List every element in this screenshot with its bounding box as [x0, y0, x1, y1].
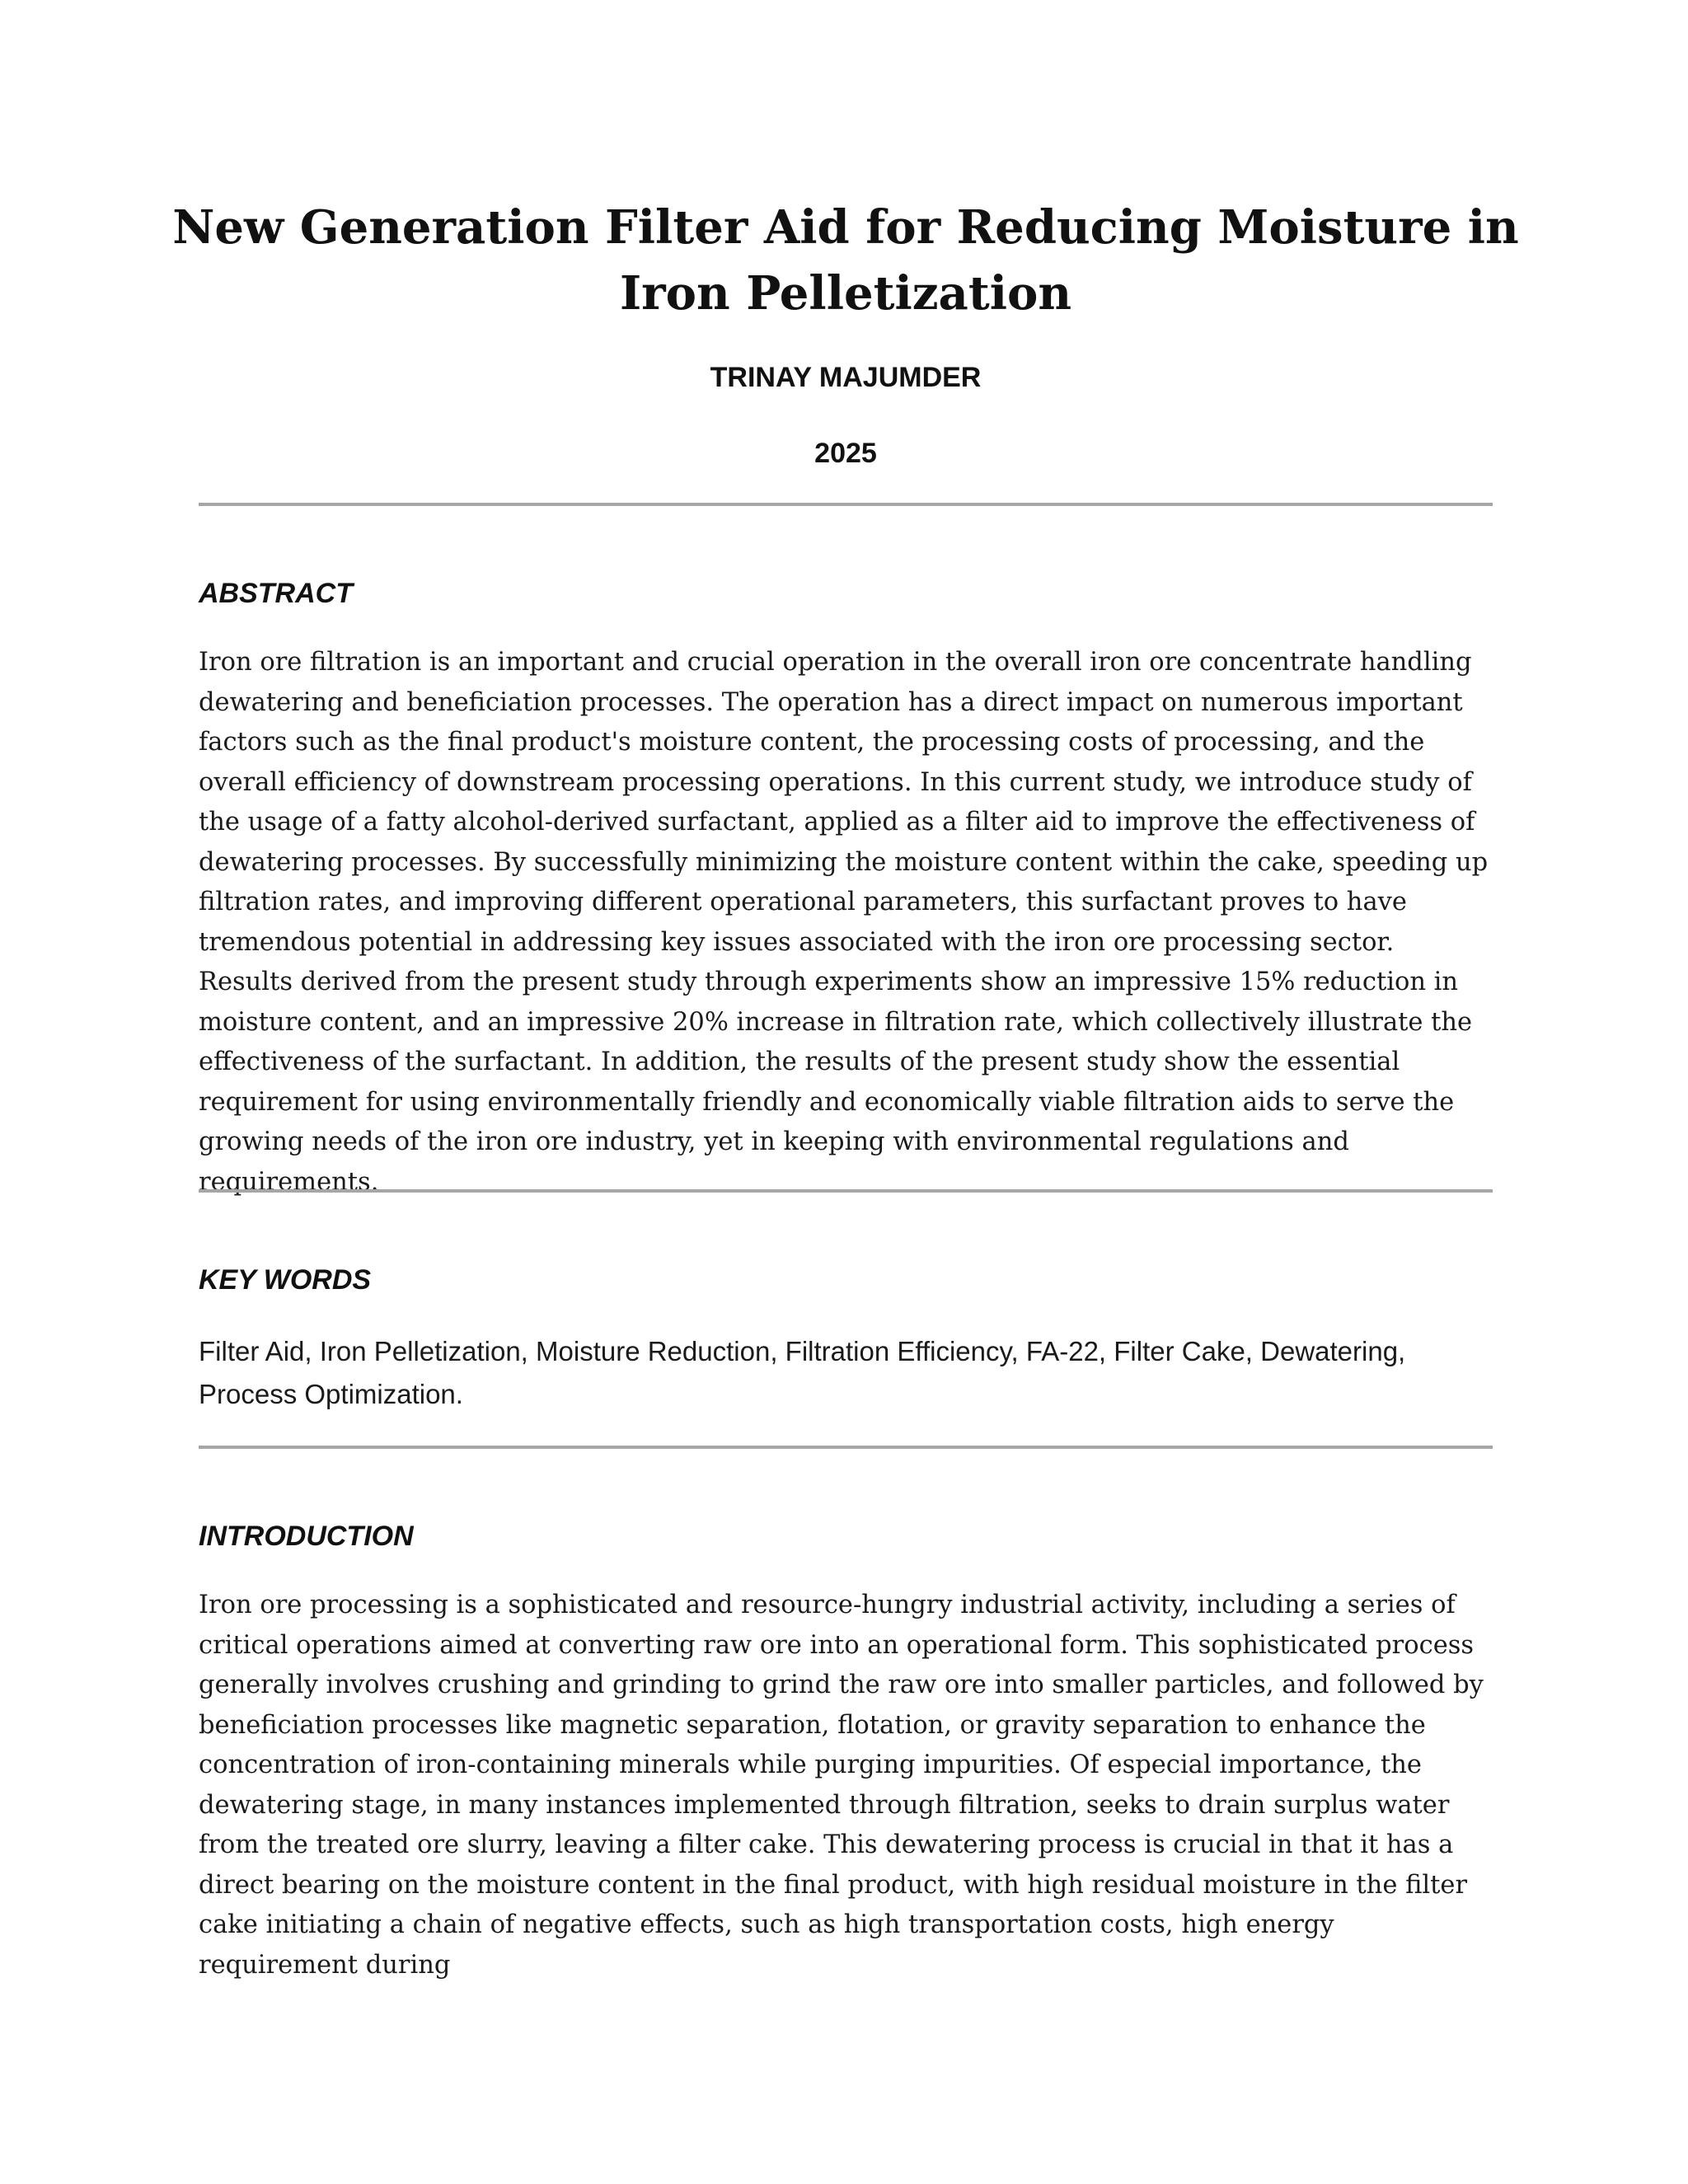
keywords-text: Filter Aid, Iron Pelletization, Moisture Reduction, Filtration Efficiency, FA-22, Filter Cake, Dewatering, Process Optimization.: [199, 1336, 1406, 1409]
section-divider: [199, 503, 1493, 506]
abstract-heading: ABSTRACT: [199, 578, 353, 609]
introduction-text: Iron ore processing is a sophisticated and resource-hungry industrial activity, including a series of critical operations aimed at converting raw ore into an operational form. This sophisticated process generally involves crushing and grinding to grind the raw ore into smaller particles, and followed by beneficiation processes like magnetic separation, flotation, or gravity separation to enhance the concentration of iron-containing minerals while purging impurities. Of especial importance, the dewatering stage, in many instances implemented through filtration, seeks to drain surplus water from the treated ore slurry, leaving a filter cake. This dewatering process is crucial in that it has a direct bearing on the moisture content in the final product, with high residual moisture in the filter cake initiating a chain of negative effects, such as high transportation costs, high energy requirement during: [199, 1591, 1484, 1980]
paper-title: New Generation Filter Aid for Reducing Moisture in Iron Pelletization: [172, 200, 1519, 321]
author-name: TRINAY MAJUMDER: [710, 362, 982, 393]
introduction-heading: INTRODUCTION: [199, 1521, 414, 1552]
abstract-text: Iron ore filtration is an important and crucial operation in the overall iron ore concentrate handling dewatering and beneficiation processes. The operation has a direct impact on numerous important factors such as the final product's moisture content, the processing costs of processing, and the overall efficiency of downstream processing operations. In this current study, we introduce study of the usage of a fatty alcohol-derived surfactant, applied as a filter aid to improve the effectiveness of dewatering processes. By successfully minimizing the moisture content within the cake, speeding up filtration rates, and improving different operational parameters, this surfactant proves to have tremendous potential in addressing key issues associated with the iron ore processing sector. Results derived from the present study through experiments show an impressive 15% reduction in moisture content, and an impressive 20% increase in filtration rate, which collectively illustrate the effectiveness of the surfactant. In addition, the results of the present study show the essential requirement for using environmentally friendly and economically viable filtration aids to serve the growing needs of the iron ore industry, yet in keeping with environmental regulations and requirements.: [199, 648, 1489, 1197]
section-divider: [199, 1446, 1493, 1449]
keywords-heading: KEY WORDS: [199, 1264, 372, 1296]
publication-year: 2025: [814, 438, 877, 469]
section-divider: [199, 1189, 1493, 1193]
